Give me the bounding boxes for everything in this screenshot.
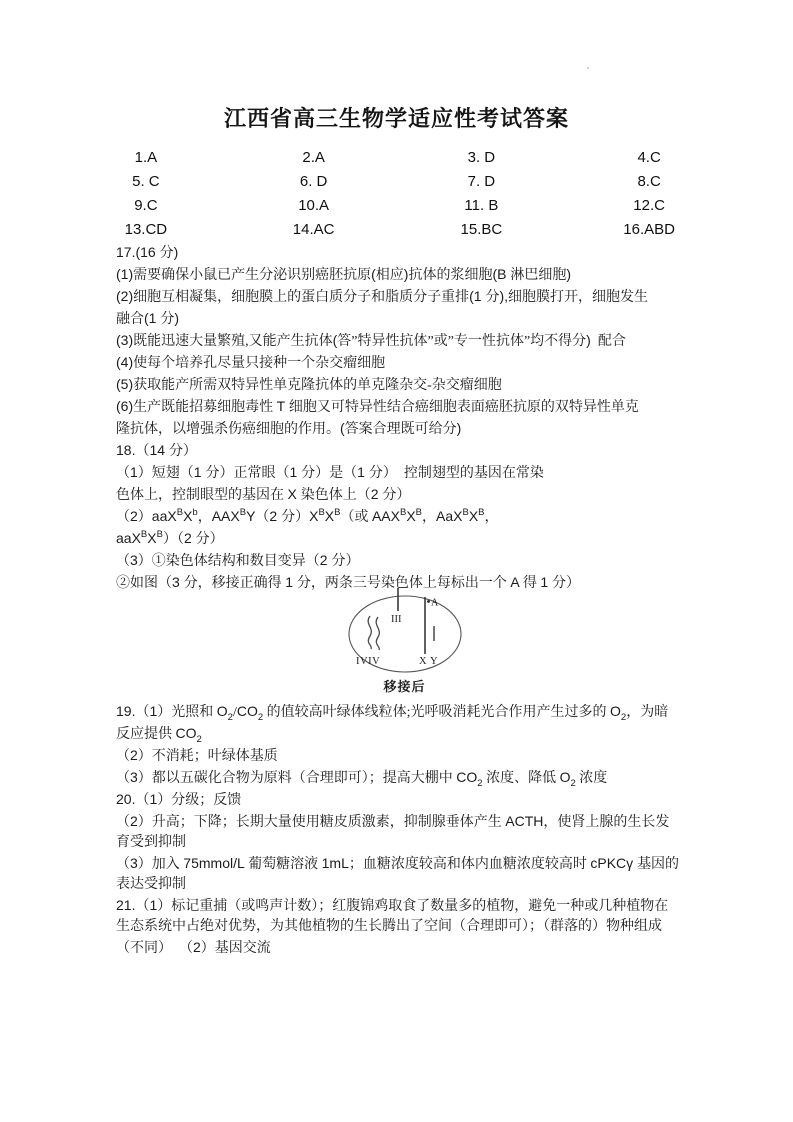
mc-answer-1: 1.A bbox=[134, 149, 158, 166]
mc-answer-5: 5. C bbox=[132, 173, 160, 190]
q17-answer-3: (3)既能迅速大量繁殖,又能产生抗体(答”特异性抗体”或”专一性抗体”均不得分) 配合 bbox=[116, 332, 626, 349]
q18-answer-1: （1）短翅（1 分）正常眼（1 分）是（1 分） 控制翅型的基因在常染 bbox=[116, 464, 544, 481]
chromosome-3-label: III bbox=[390, 614, 401, 625]
mc-answer-10: 10.A bbox=[298, 197, 330, 214]
chromosome-4-wavy-left bbox=[368, 616, 371, 649]
mc-answer-12: 12.C bbox=[633, 197, 665, 214]
q20-answer-2: （2）升高；下降；长期大量使用糖皮质激素，抑制腺垂体产生 ACTH，使肾上腺的生长发 bbox=[116, 813, 670, 830]
mc-answer-4: 4.C bbox=[637, 149, 661, 166]
q21-answer-2: （不同） （2）基因交流 bbox=[116, 939, 271, 956]
q17-answer-6: (6)生产既能招募细胞毒性 T 细胞又可特异性结合癌细胞表面癌胚抗原的双特异性单克 bbox=[116, 398, 639, 415]
q17-answer-4: (4)使每个培养孔尽量只接种一个杂交瘤细胞 bbox=[116, 354, 386, 371]
mc-answer-6: 6. D bbox=[299, 173, 328, 190]
q17-answer-5: (5)获取能产所需双特异性单克隆抗体的单克隆杂交-杂交瘤细胞 bbox=[116, 376, 502, 393]
q19-answer-1: 19.（1）光照和 $O_2/CO_2$ 的值较高叶绿体线粒体;光呼吸消耗光合作用产生过多的 $O_2$，为暗 bbox=[116, 703, 669, 723]
gene-a-label: A bbox=[430, 597, 438, 609]
mc-answer-9: 9.C bbox=[134, 197, 158, 214]
q17-answer-1: (1)需要确保小鼠已产生分泌识别癌胚抗原(相应)抗体的浆细胞(B 淋巴细胞) bbox=[116, 266, 572, 283]
q20-answer-3: （3）加入 75mmol/L 葡萄糖溶液 1mL；血糖浓度较高和体内血糖浓度较高时 cPKCγ 基因的 bbox=[116, 855, 680, 872]
page-title: 江西省高三生物学适应性考试答案 bbox=[223, 106, 569, 131]
q20-answer-3-cont: 表达受抑制 bbox=[116, 877, 186, 892]
q20-answer-1: 20.（1）分级；反馈 bbox=[116, 791, 242, 808]
mc-answer-2: 2.A bbox=[302, 149, 325, 166]
q21-answer-1-cont: 生态系统中占绝对优势，为其他植物的生长腾出了空间（合理即可）；（群落的）物种组成 bbox=[116, 919, 662, 934]
mc-answer-15: 15.BC bbox=[460, 221, 503, 238]
multiple-choice-answer-grid bbox=[62, 150, 733, 238]
mc-answer-13: 13.CD bbox=[124, 221, 168, 238]
q18-answer-3-2: ②如图（3 分，移接正确得 1 分，两条三号染色体上每标出一个 A 得 1 分） bbox=[116, 574, 581, 591]
figure-caption: 移接后 bbox=[383, 679, 426, 694]
mc-answer-8: 8.C bbox=[637, 173, 661, 190]
mc-answer-3: 3. D bbox=[467, 149, 496, 166]
gene-a-dot bbox=[427, 600, 430, 603]
q18-answer-3-1: （3）①染色体结构和数目变异（2 分） bbox=[116, 552, 360, 569]
q19-answer-1-cont: 反应提供 $CO_2$ bbox=[116, 725, 202, 745]
stray-scan-mark bbox=[587, 67, 589, 69]
mc-answer-16: 16.ABD bbox=[623, 221, 675, 238]
q17-header: 17.(16 分) bbox=[116, 244, 179, 261]
cell-diagram bbox=[320, 584, 490, 676]
mc-answer-7: 7. D bbox=[467, 173, 496, 190]
q18-header: 18.（14 分） bbox=[116, 442, 197, 459]
chromosome-4-wavy-right bbox=[376, 617, 379, 650]
q17-answer-2-cont: 融合(1 分) bbox=[116, 310, 180, 327]
q19-answer-2: （2）不消耗；叶绿体基质 bbox=[116, 747, 278, 764]
chromosome-4-label: IVIV bbox=[355, 656, 380, 667]
answer-body bbox=[116, 242, 693, 959]
q17-answer-6-cont: 隆抗体，以增强杀伤癌细胞的作用。(答案合理既可给分) bbox=[116, 420, 462, 437]
q20-answer-2-cont: 育受到抑制 bbox=[116, 835, 186, 850]
mc-answer-11: 11. B bbox=[464, 197, 499, 214]
chromosome-y-label: Y bbox=[429, 656, 438, 667]
q17-answer-2: (2)细胞互相凝集，细胞膜上的蛋白质分子和脂质分子重排(1 分),细胞膜打开，细胞发生 bbox=[116, 288, 649, 305]
q19-answer-3: （3）都以五碳化合物为原料（合理即可）；提高大棚中 $CO_2$ 浓度、降低 $O_2$ 浓度 bbox=[116, 769, 608, 789]
mc-answer-14: 14.AC bbox=[292, 221, 335, 238]
chromosome-x-label: X bbox=[418, 656, 427, 667]
q18-answer-2: $(2)aaX^BX^b$，$AAX^BY(2$ 分）$X^BX^B$（或 $AAX^BX^B$，$AaX^BX^B$， bbox=[116, 507, 499, 525]
q21-answer-1: 21.（1）标记重捕（或鸣声计数）；红腹锦鸡取食了数量多的植物，避免一种或几种植物在 bbox=[116, 897, 669, 914]
q18-answer-1-cont: 色体上，控制眼型的基因在 X 染色体上（2 分） bbox=[116, 486, 411, 503]
q18-answer-2-cont: $aaX^BX^B)(2$ 分） bbox=[116, 529, 224, 547]
cell-diagram-figure bbox=[310, 584, 500, 697]
